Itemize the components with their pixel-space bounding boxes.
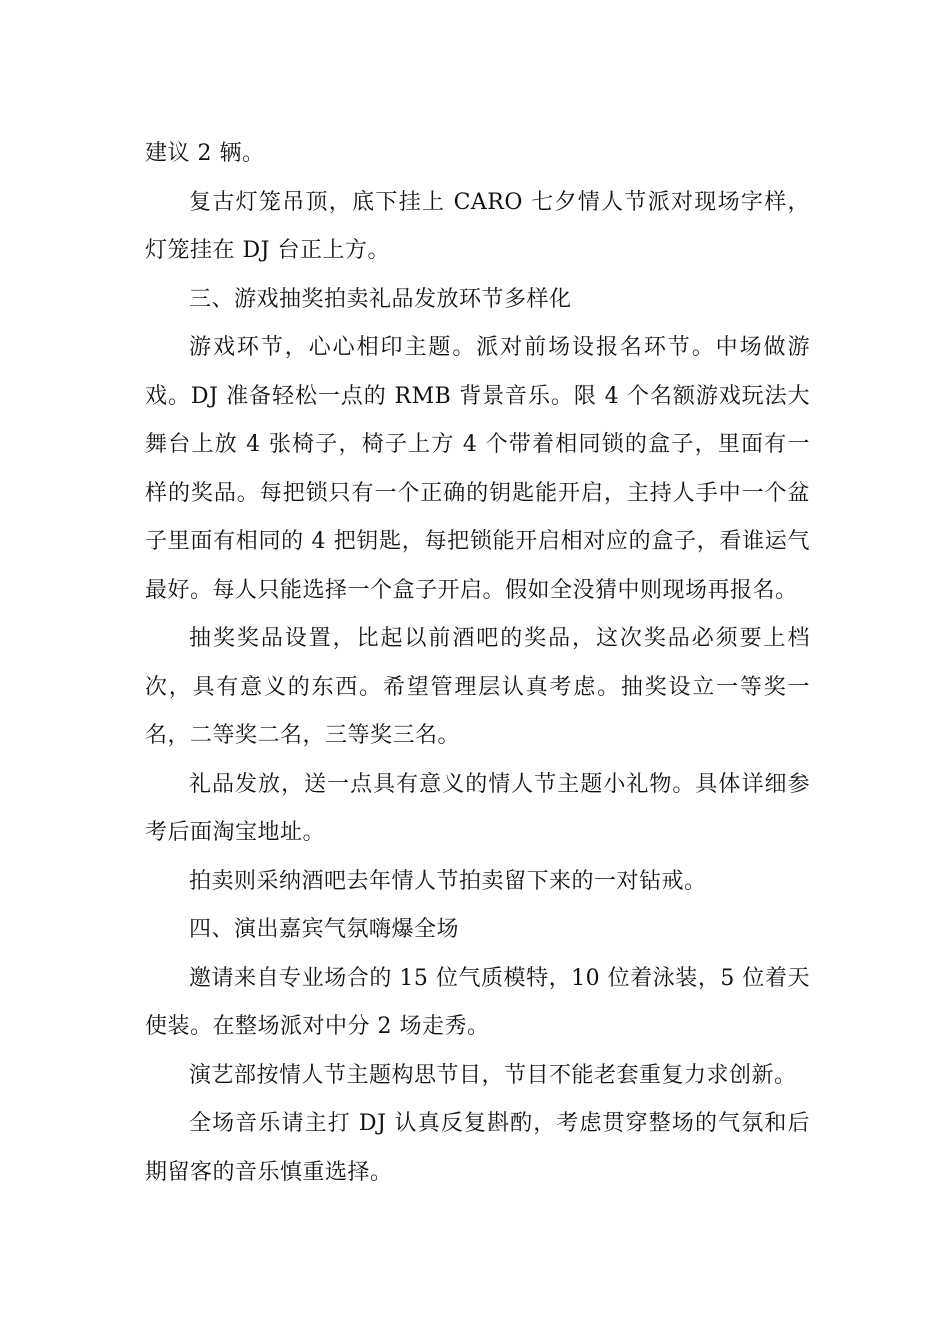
paragraph-models: 邀请来自专业场合的 15 位气质模特，10 位着泳装，5 位着天使装。在整场派对中分 2 场走秀。 bbox=[145, 965, 810, 1039]
paragraph-game-session: 游戏环节，心心相印主题。派对前场设报名环节。中场做游戏。DJ 准备轻松一点的 RMB 背景音乐。限 4 个名额游戏玩法大舞台上放 4 张椅子，椅子上方 4 个带着相同锁的盒子，里面有一样的奖品。每把锁只有一个正确的钥匙能开启，主持人手中一个盆子里面有相同的 4 把钥匙，每把锁能开启相对应的盒子，看谁运气最好。每人只能选择一个盒子开启。假如全没猜中则现场再报名。 bbox=[145, 335, 810, 603]
section-heading-performers: 四、演出嘉宾气氛嗨爆全场 bbox=[189, 917, 460, 942]
paragraph-auction: 拍卖则采纳酒吧去年情人节拍卖留下来的一对钻戒。 bbox=[189, 868, 707, 894]
paragraph-continuation: 建议 2 辆。 bbox=[145, 141, 265, 166]
paragraph-lantern-decoration: 复古灯笼吊顶，底下挂上 CARO 七夕情人节派对现场字样，灯笼挂在 DJ 台正上方。 bbox=[145, 189, 810, 263]
section-heading-games: 三、游戏抽奖拍卖礼品发放环节多样化 bbox=[189, 286, 572, 312]
paragraph-lottery-prizes: 抽奖奖品设置，比起以前酒吧的奖品，这次奖品必须要上档次，具有意义的东西。希望管理层认真考虑。抽奖设立一等奖一名，二等奖二名，三等奖三名。 bbox=[145, 626, 810, 748]
document-body bbox=[145, 130, 810, 1197]
paragraph-gift-distribution: 礼品发放，送一点具有意义的情人节主题小礼物。具体详细参考后面淘宝地址。 bbox=[145, 771, 810, 845]
paragraph-music-selection: 全场音乐请主打 DJ 认真反复斟酌，考虑贯穿整场的气氛和后期留客的音乐慎重选择。 bbox=[145, 1111, 810, 1185]
paragraph-performance-dept: 演艺部按情人节主题构思节目，节目不能老套重复力求创新。 bbox=[189, 1062, 797, 1088]
